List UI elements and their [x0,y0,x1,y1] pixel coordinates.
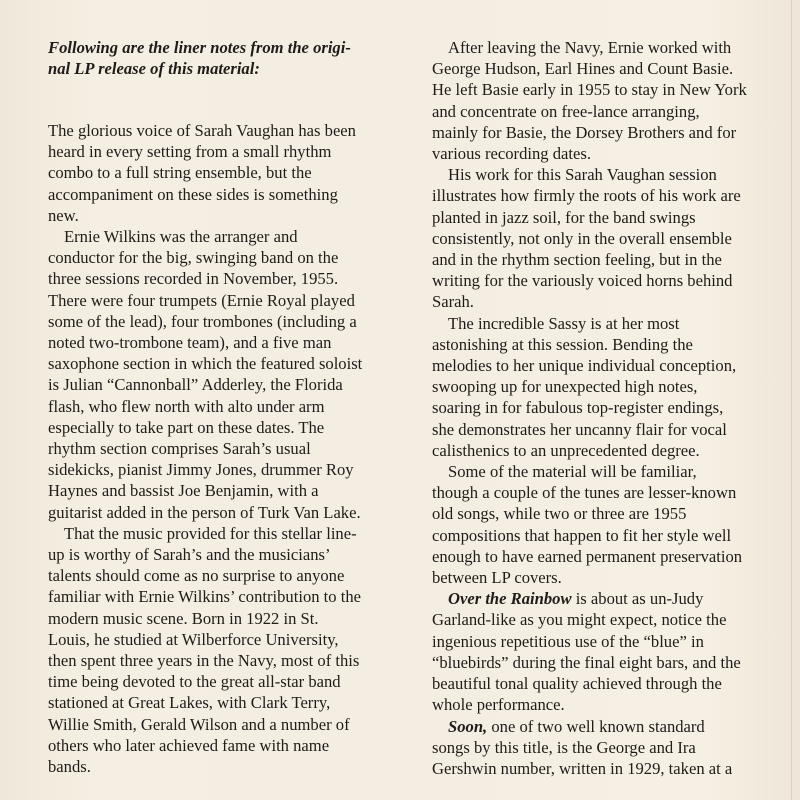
text-line: After leaving the Navy, Ernie worked with [448,38,732,57]
text-line: combo to a full string ensemble, but the [48,163,312,183]
text-line: between LP covers. [432,568,562,588]
text-line: some of the lead), four trombones (including a [48,311,357,331]
text-line: saxophone section in which the featured soloist [48,354,363,374]
text-line: swooping up for unexpected high notes, [432,377,698,397]
text-line: talents should come as no surprise to anyone [48,566,345,586]
text-line: she demonstrates her uncanny flair for vocal [432,419,727,439]
paragraph-after-navy [432,37,768,164]
text-line: beautiful tonal quality achieved through the [432,674,722,694]
text-line: The glorious voice of Sarah Vaughan has been [48,121,356,140]
text-line: sidekicks, pianist Jimmy Jones, drummer Roy [48,460,354,480]
text-line: soaring in for fabulous top-register endings, [432,398,724,418]
page-fold-line [791,0,792,800]
text-fragment: one of two well known standard [487,716,705,736]
text-line: especially to take part on these dates. The [48,417,325,437]
text-line: rhythm section comprises Sarah’s usual [48,439,311,459]
text-line: songs by this title, is the George and Ira [432,737,696,757]
text-line: time being devoted to the great all-star band [48,672,341,692]
text-line: compositions that happen to fit her style well [432,525,732,545]
text-line: flash, who flew north with alto under arm [48,396,325,416]
paragraph-music-provided [48,523,396,777]
text-line: noted two-trombone team), and a five man [48,333,332,353]
text-line: planted in jazz soil, for the band swings [432,207,696,227]
text-line: That the music provided for this stellar line- [64,523,357,543]
text-line: There were four trumpets (Ernie Royal played [48,290,355,310]
text-line: astonishing at this session. Bending the [432,334,693,354]
text-line: accompaniment on these sides is something [48,184,338,204]
right-body-text [432,37,768,779]
text-fragment: is about as un-Judy [571,589,704,609]
text-line: and concentrate on free-lance arranging, [432,101,700,121]
text-line: Some of the material will be familiar, [448,462,697,482]
text-line: modern music scene. Born in 1922 in St. [48,608,319,628]
text-line: conductor for the big, swinging band on the [48,248,339,268]
text-line: Ernie Wilkins was the arranger and [64,227,298,247]
text-line: writing for the variously voiced horns behind [432,271,733,291]
text-line: Garland-like as you might expect, notice the [432,610,727,630]
text-line: melodies to her unique individual conception, [432,356,737,376]
text-line: is Julian “Cannonball” Adderley, the Florida [48,375,343,395]
song-title: Soon, [448,716,488,736]
text-line: Gershwin number, written in 1929, taken at a [432,758,733,778]
text-line: bands. [48,757,91,777]
text-line: Haynes and bassist Joe Benjamin, with a [48,481,319,501]
text-line: familiar with Ernie Wilkins’ contribution to the [48,587,362,607]
intro-heading [48,37,378,79]
text-line: and in the rhythm section feeling, but in the [432,250,722,270]
intro-line: nal LP release of this material: [48,59,260,79]
intro-line: Following are the liner notes from the origi- [48,38,351,57]
text-line: consistently, not only in the overall ensemble [432,228,732,248]
text-line: calisthenics to an unprecedented degree. [432,440,700,460]
text-line: heard in every setting from a small rhythm [48,142,332,162]
text-line: various recording dates. [432,144,591,164]
text-line [432,716,768,737]
text-line [432,588,768,609]
left-body-text [48,120,396,777]
paragraph-sarah-voice [48,120,396,226]
text-line: ingenious repetitious use of the “blue” in [432,631,704,651]
paragraph-his-work [432,164,768,312]
text-line: old songs, while two or three are 1955 [432,504,687,524]
text-line: George Hudson, Earl Hines and Count Basie. [432,59,734,79]
text-line: though a couple of the tunes are lesser-known [432,483,737,503]
text-line: others who later achieved fame with name [48,735,330,755]
text-line: guitarist added in the person of Turk Van Lake. [48,502,361,522]
paragraph-over-the-rainbow [432,588,768,715]
paragraph-ernie-wilkins [48,226,396,523]
text-line: He left Basie early in 1955 to stay in New York [432,80,747,100]
song-title: Over the Rainbow [448,589,572,609]
text-line: illustrates how firmly the roots of his work are [432,186,741,206]
paragraph-soon [432,716,768,780]
text-line: enough to have earned permanent preservation [432,546,743,566]
text-line: Louis, he studied at Wilberforce University, [48,629,339,649]
text-line: new. [48,205,79,225]
text-line: three sessions recorded in November, 1955. [48,269,339,289]
paragraph-material [432,461,768,588]
text-line: The incredible Sassy is at her most [448,313,680,333]
text-line: up is worthy of Sarah’s and the musicians’ [48,545,331,565]
text-line: stationed at Great Lakes, with Clark Terry, [48,693,331,713]
text-line: Sarah. [432,292,474,312]
text-line: whole performance. [432,695,565,715]
paragraph-incredible-sassy [432,313,768,461]
text-line: His work for this Sarah Vaughan session [448,165,717,185]
text-line: Willie Smith, Gerald Wilson and a number of [48,714,350,734]
text-line: then spent three years in the Navy, most of this [48,651,360,671]
text-line: “bluebirds” during the final eight bars, and the [432,652,741,672]
text-line: mainly for Basie, the Dorsey Brothers and for [432,122,737,142]
